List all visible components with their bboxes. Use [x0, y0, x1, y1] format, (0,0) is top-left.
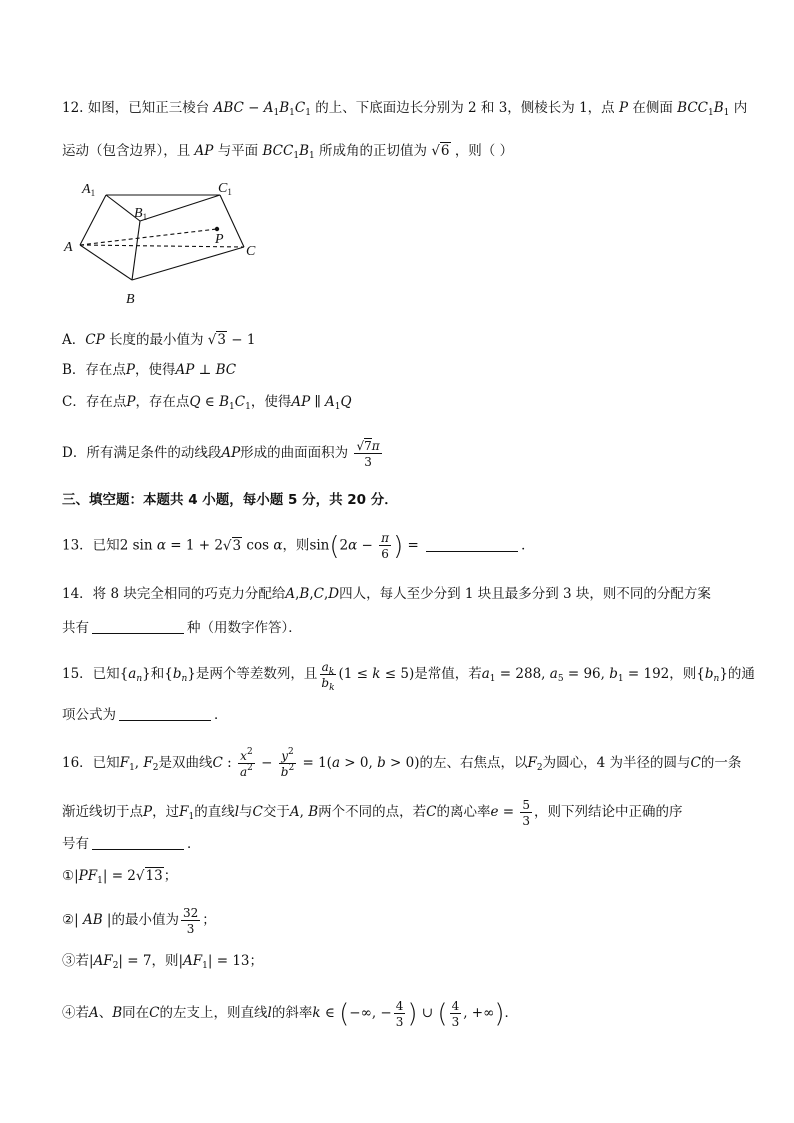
q16-item2: ②| AB |的最小值为 $\frac{32}{3}$ ；: [62, 905, 216, 936]
edge-AB: [80, 245, 132, 280]
q16-line2: 渐近线切于点P，过$F_1$的直线l与C交于A, B两个不同的点，若C的离心率e = $\frac{5}{3}$ ，则下列结论中正确的序: [62, 797, 683, 828]
q16-line1: 16．已知$F_1$, $F_2$是双曲线C : $\frac{x^2}{a^2}$ − $\frac{y^2}{b^2}$ = 1(a > 0, b > 0)的左、右焦点，以$F_2$为圆心，4 为半径的圆与C的一条: [62, 746, 742, 779]
segment-AP: [80, 229, 217, 245]
q16-answer-blank[interactable]: [92, 837, 184, 850]
q14-line1: 14．将 8 块完全相同的巧克力分配给A,B,C,D四人，每人至少分到 1 块且最多分到 3 块，则不同的分配方案: [62, 586, 711, 602]
q12-line1: 12. 如图，已知正三棱台 ABC − $A_1B_1C_1$ 的上、下底面边长分别为 2 和 3，侧棱长为 1，点 P 在侧面 $BCC_1B_1$ 内: [62, 100, 748, 118]
point-P: [215, 227, 219, 231]
q13: 13．已知2 sin α = 1 + 2√3 cos α，则sin(2α − $\frac{\pi}{6}$ ) = ．: [62, 531, 535, 562]
q13-answer-blank[interactable]: [426, 539, 518, 552]
q12-option-c: C．存在点P，存在点Q ∈ $B_1C_1$，使得AP ∥ $A_1Q$: [62, 394, 352, 412]
edge-B1C1: [140, 195, 220, 221]
label-A1: $A_1$: [82, 182, 96, 198]
label-P: P: [215, 232, 224, 247]
label-C: C: [246, 244, 256, 259]
q16-item3: ③若$|AF_2| = 7$，则$|AF_1| = 13$；: [62, 953, 264, 971]
label-B1: $B_1$: [134, 206, 148, 222]
edge-BB1: [132, 221, 140, 280]
edge-CC1: [220, 195, 244, 247]
q12-option-b: B．存在点P，使得AP ⊥ BC: [62, 362, 237, 378]
q16-item1: $①|PF_1| = 2√13$；: [62, 868, 178, 886]
q16-item4: ④若A、B同在C的左支上，则直线l的斜率k ∈ (−∞, − $\frac{4}{3}$ ) ∪ ( $\frac{4}{3}$ , +∞)．: [62, 998, 519, 1029]
label-C1: $C_1$: [218, 181, 232, 197]
section-heading: 三、填空题：本题共 4 小题，每小题 5 分，共 20 分．: [62, 492, 398, 508]
label-A: A: [64, 240, 73, 255]
q12-option-d: D．所有满足条件的动线段AP形成的曲面面积为 $\frac{√7\pi}{3}$: [62, 438, 380, 469]
q15-line2: 项公式为 ．: [62, 707, 228, 723]
q15-line1: 15．已知$\{a_n\}$和$\{b_n\}$是两个等差数列，且 $\frac{a_k}{b_k}$ (1 ≤ k ≤ 5)是常值，若$a_1 = 288$, $a_5 = 96$, $b_1 = 192$，则$\{b_n\}$的通: [62, 659, 755, 693]
q14-line2: 共有 种（用数字作答）．: [62, 620, 302, 636]
edge-AA1: [80, 195, 106, 245]
q16-line3: 号有 ．: [62, 836, 201, 852]
q12-line2: 运动（包含边界），且 AP 与平面 $BCC_1B_1$ 所成角的正切值为 √6 ，则（ ）: [62, 143, 514, 161]
q14-answer-blank[interactable]: [92, 621, 184, 634]
q12-option-a: A．CP 长度的最小值为 √3 − 1: [62, 332, 256, 348]
frustum-figure: [62, 175, 272, 315]
q15-answer-blank[interactable]: [119, 708, 211, 721]
label-B: B: [126, 292, 135, 307]
edge-BC: [132, 247, 244, 280]
